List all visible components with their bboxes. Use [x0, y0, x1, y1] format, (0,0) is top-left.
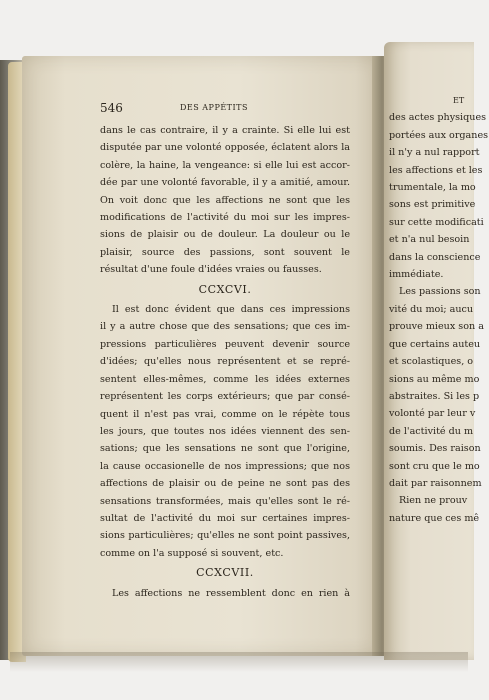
text-line: sions au même mo [389, 373, 480, 385]
text-line: immédiate. [389, 269, 444, 281]
text-line: vité du moi; aucu [389, 303, 474, 315]
text-line: ET [453, 96, 465, 105]
text-line: soumis. Des raison [389, 443, 481, 455]
page-header [100, 101, 350, 115]
text-line: Les affections ne ressemblent donc en rien à [112, 587, 350, 599]
text-line: affections de plaisir ou de peine ne sont pas des [100, 478, 350, 490]
text-line: des actes physiques [389, 112, 487, 124]
right-page-text [389, 92, 489, 527]
text-line: sations; que les sensations ne sont que l'origine, [100, 443, 350, 455]
text-line: colère, la haine, la vengeance: si elle lui est accor- [100, 159, 350, 171]
text-line: disputée par une volonté opposée, éclatent alors la [100, 142, 350, 154]
text-line: trumentale, la mo [389, 182, 476, 194]
paragraph-1 [100, 122, 350, 279]
text-line: Rien ne prouv [399, 495, 468, 507]
text-line: les jours, que toutes nos idées viennent des sen- [100, 425, 350, 437]
text-line: portées aux organes [389, 129, 489, 141]
text-line: abstraites. Si les p [389, 390, 480, 402]
text-line: et n'a nul besoin [389, 234, 470, 246]
page-shadow [10, 652, 468, 672]
running-head: DES APPÉTITS [180, 103, 248, 112]
section-heading: CCXCVI. [198, 282, 252, 296]
text-line: sur cette modificati [389, 216, 484, 228]
text-line: sultat de l'activité du moi sur certaines impres- [100, 512, 350, 524]
text-line: Les passions son [399, 286, 481, 298]
text-line: quent il n'est pas vrai, comme on le répète tous [100, 408, 350, 420]
text-line: pressions particulières peuvent devenir source [100, 338, 350, 350]
text-line: il y a autre chose que des sensations; que ces im- [100, 321, 350, 333]
section-heading: CCXCVII. [196, 566, 254, 580]
text-line: sons est primitive [389, 199, 476, 211]
text-line: comme on l'a supposé si souvent, etc. [100, 547, 284, 559]
text-line: dans la conscience [389, 251, 481, 263]
page-number: 546 [100, 101, 123, 115]
text-line: modifications de l'activité du moi sur les impres- [100, 212, 350, 224]
text-line: sions de plaisir ou de douleur. La douleur ou le [100, 229, 350, 241]
text-line: la cause occasionelle de nos impressions; que nos [100, 460, 350, 472]
text-line: dait par raisonnem [389, 477, 482, 489]
text-line: sont cru que le mo [389, 460, 480, 472]
text-line: sensations transformées, mais qu'elles sont le ré- [100, 495, 350, 507]
text-line: de l'activité du m [389, 425, 474, 437]
left-page-text [100, 122, 350, 602]
text-line: d'idées; qu'elles nous représentent et se repré- [100, 356, 350, 368]
text-line: et scolastiques, o [389, 356, 474, 368]
text-line: que certains auteu [389, 338, 481, 350]
text-line: les affections et les [389, 164, 483, 176]
text-line: sentent elles-mêmes, comme les idées externes [100, 373, 350, 385]
text-line: nature que ces mê [389, 512, 480, 524]
paragraph-3 [100, 585, 350, 602]
text-line: représentent les corps extérieurs; que par consé- [100, 391, 350, 403]
text-line: il n'y a nul rapport [389, 147, 480, 159]
text-line: Il est donc évident que dans ces impressions [112, 304, 350, 316]
paragraph-2 [100, 301, 350, 562]
text-line: plaisir, source des passions, sont souvent le [100, 246, 350, 258]
text-line: dans le cas contraire, il y a crainte. Si elle lui est [100, 125, 350, 136]
text-line: sions particulières; qu'elles ne sont point passives, [100, 530, 350, 542]
text-line: On voit donc que les affections ne sont que les [100, 194, 350, 206]
text-line: prouve mieux son a [389, 321, 484, 333]
text-line: résultat d'une foule d'idées vraies ou fausses. [100, 264, 322, 276]
text-line: volonté par leur v [389, 408, 476, 420]
text-line: dée par une volonté favorable, il y a amitié, amour. [100, 177, 350, 189]
